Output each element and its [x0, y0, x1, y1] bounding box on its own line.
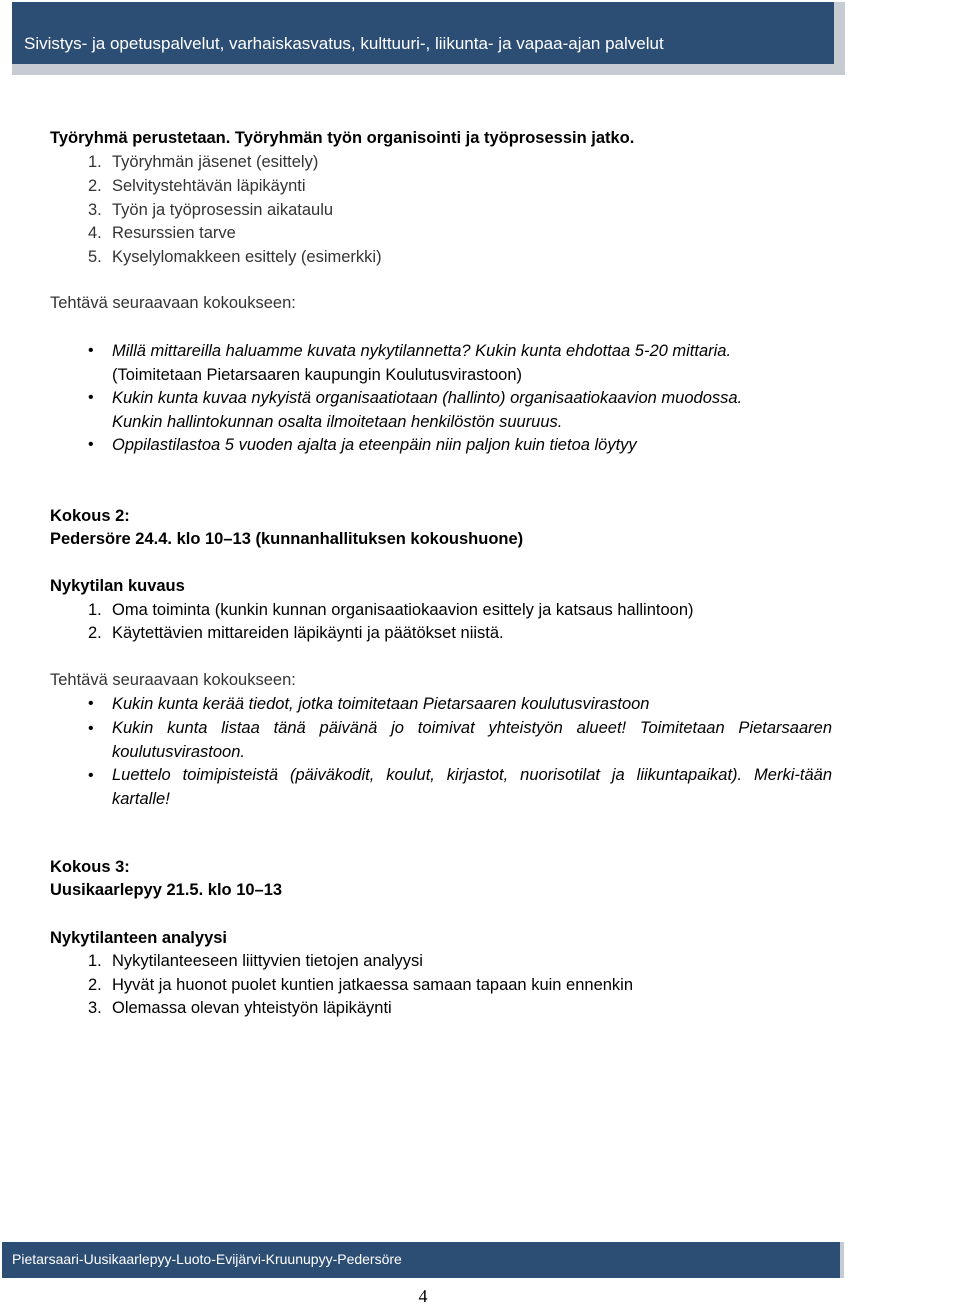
task-label: Tehtävä seuraavaan kokoukseen:	[50, 671, 296, 689]
bullet-icon: •	[88, 695, 94, 712]
meeting-3-place-date: Uusikaarlepyy 21.5. klo 10–13	[50, 881, 283, 899]
meeting-3-label: Kokous 3:	[50, 858, 130, 876]
bullet-icon: •	[88, 342, 94, 359]
bullet-icon: •	[88, 389, 94, 406]
header-band	[12, 2, 845, 75]
meeting-2-place-date: Pedersöre 24.4. klo 10–13 (kunnanhallituksen kokoushuone)	[50, 530, 524, 548]
bullet-icon: •	[88, 767, 94, 784]
header-title: Sivistys- ja opetuspalvelut, varhaiskasvatus, kulttuuri-, liikunta- ja vapaa-ajan palvelut	[24, 34, 664, 53]
footer-band	[2, 1242, 844, 1278]
meeting-2-subheading: Nykytilan kuvaus	[50, 577, 185, 595]
meeting-2-label: Kokous 2:	[50, 507, 130, 525]
section1-heading: Työryhmä perustetaan. Työryhmän työn organisointi ja työprosessin jatko.	[50, 129, 635, 147]
footer-text: Pietarsaari-Uusikaarlepyy-Luoto-Evijärvi-Kruunupyy-Pedersöre	[12, 1251, 402, 1267]
page-number: 4	[418, 1286, 428, 1306]
bullet-icon: •	[88, 436, 94, 453]
bullet-icon: •	[88, 720, 94, 737]
meeting-3-subheading: Nykytilanteen analyysi	[50, 929, 228, 947]
task-label: Tehtävä seuraavaan kokoukseen:	[50, 294, 296, 312]
